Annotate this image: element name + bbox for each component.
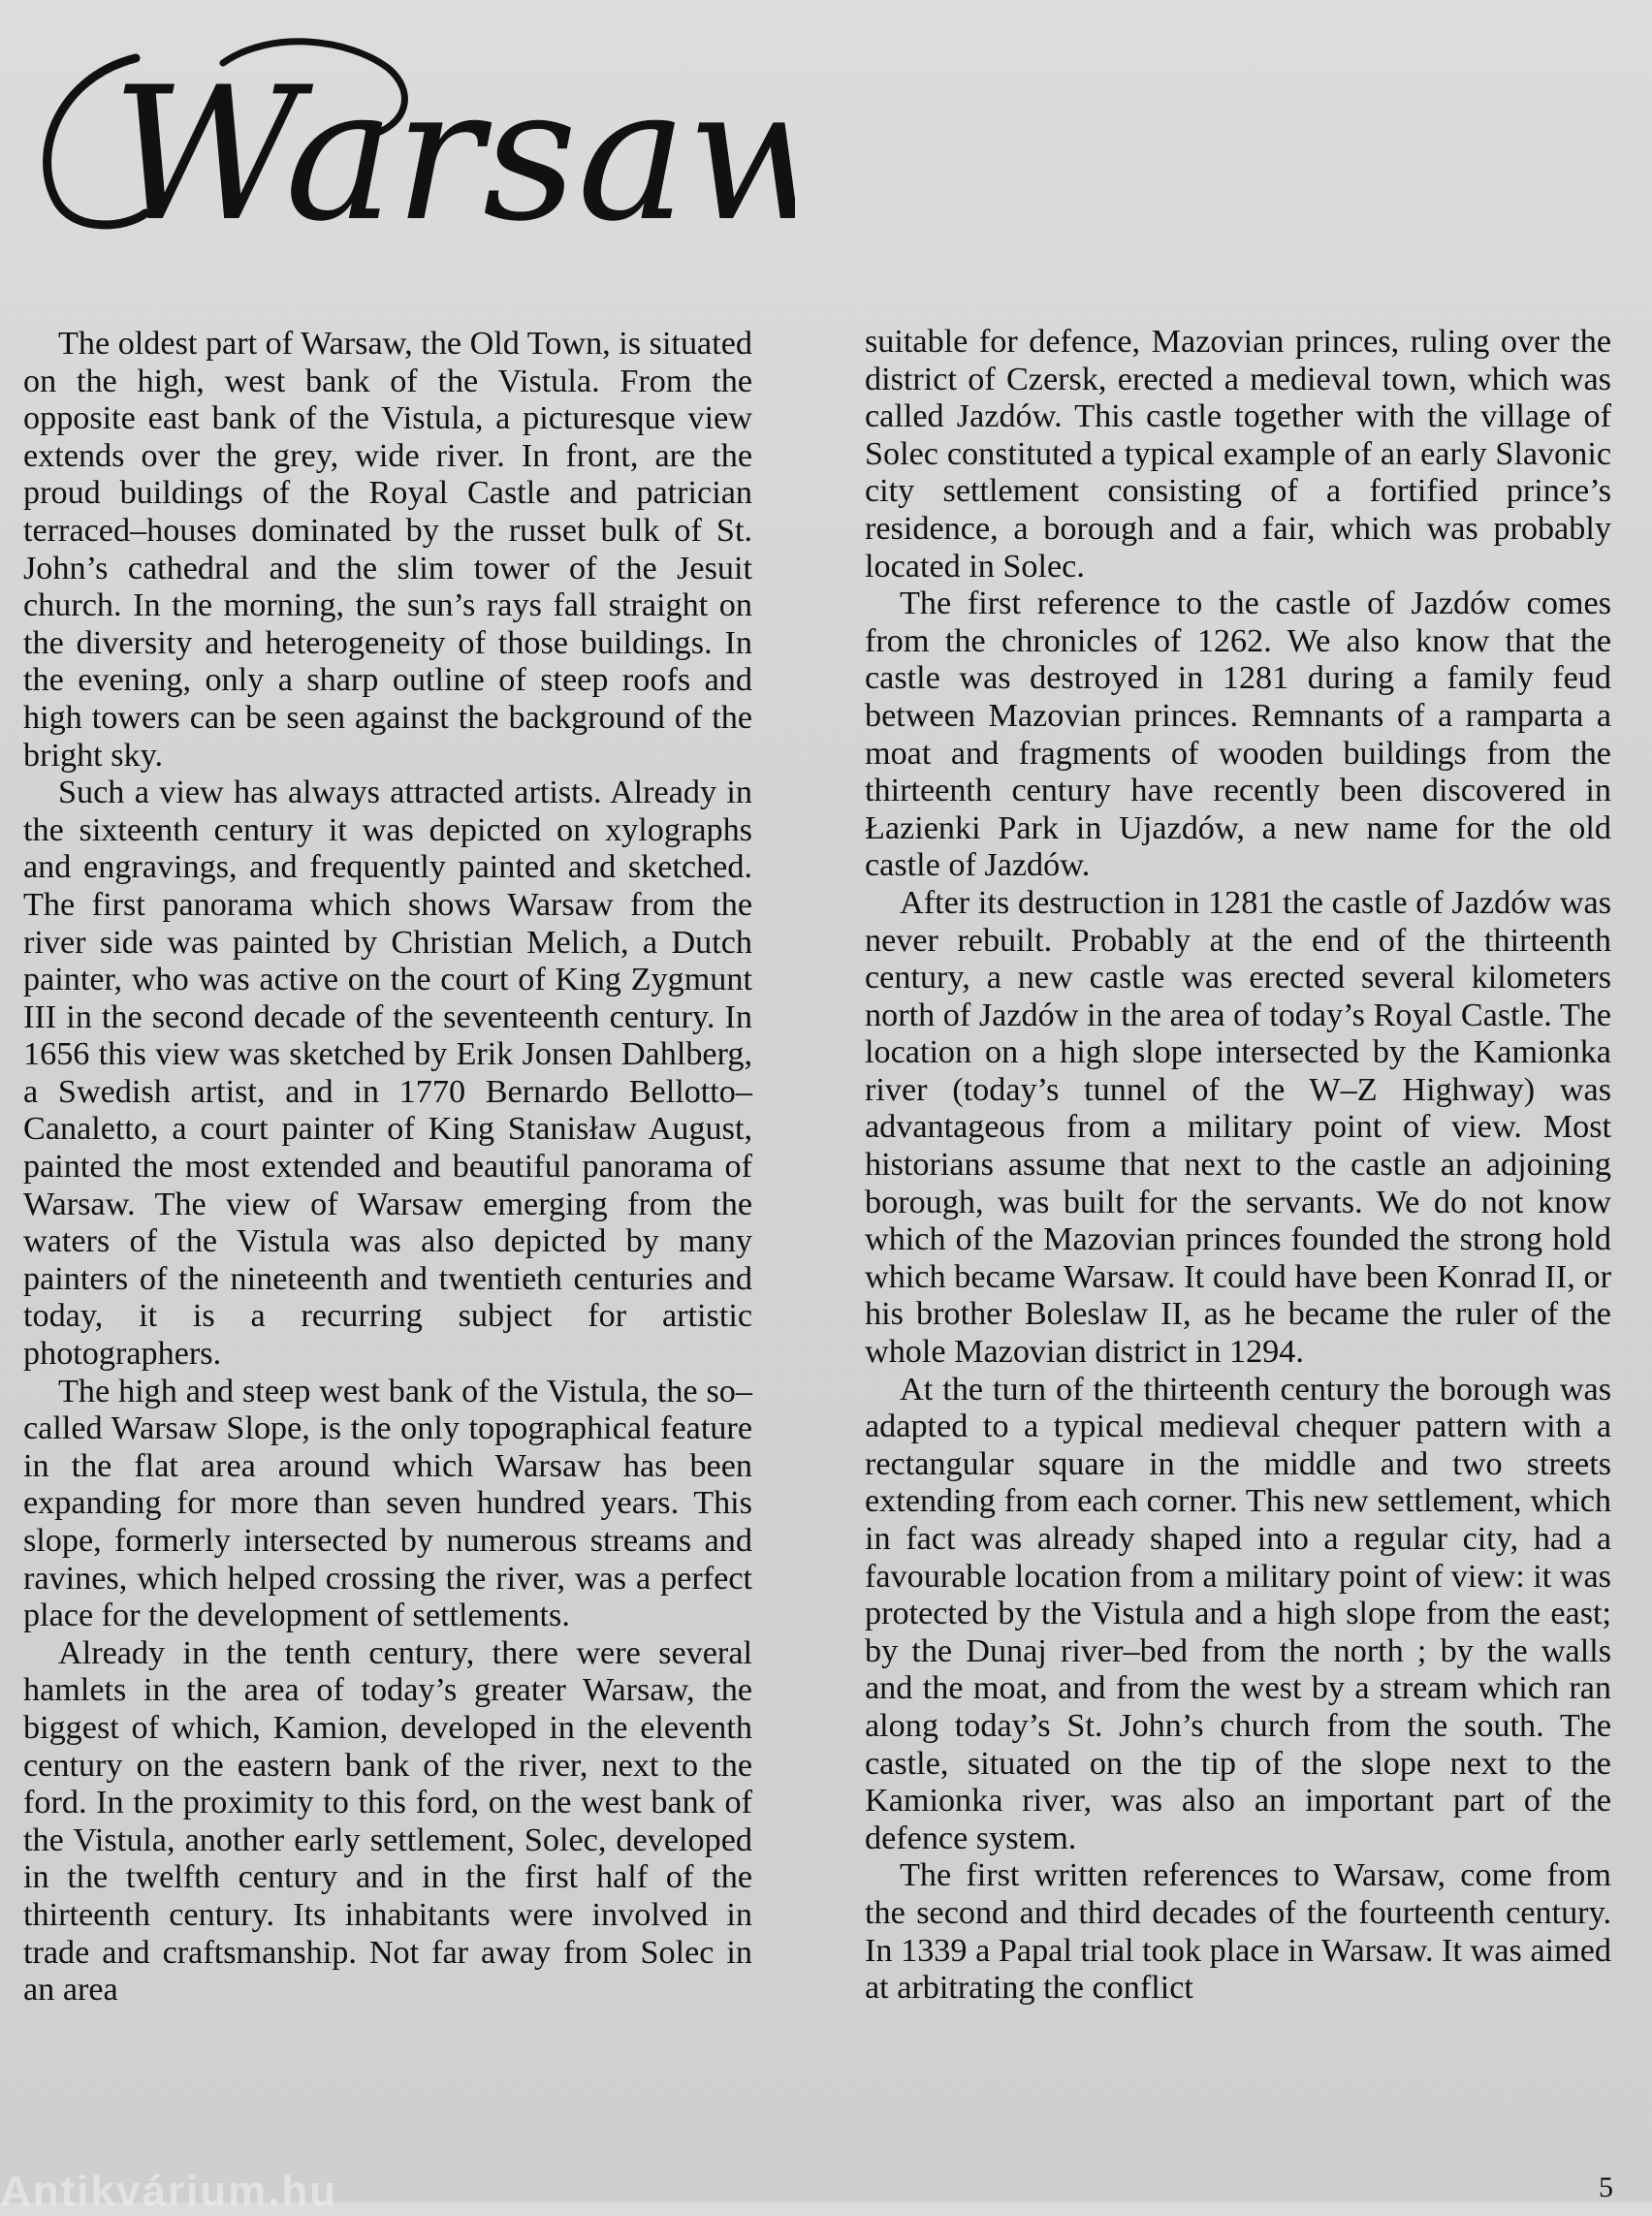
page-number: 5 <box>1599 2171 1613 2203</box>
paragraph: Already in the tenth century, there were several hamlets in the area of today’s greater Warsaw, the biggest of which, Kamion, developed in the eleventh century on the eastern bank of the river, next to the ford. In the proximity to this ford, on the west bank of the Vistula, another early settlement, Solec, developed in the twelfth century and in the first half of the thirteenth century. Its inhabitants were involved in trade and craftsmanship. Not far away from Solec in an area <box>23 1634 752 2009</box>
title-calligraphy <box>19 19 795 242</box>
left-column <box>23 326 752 2010</box>
title-text: Warsaw <box>111 47 795 242</box>
paragraph: The oldest part of Warsaw, the Old Town, is situated on the high, west bank of the Vistula. From the opposite east bank of the Vistula, a picturesque view extends over the grey, wide river. In front, are the proud buildings of the Royal Castle and patrician terraced–houses dominated by the russet bulk of St. John’s cathedral and the slim tower of the Jesuit church. In the morning, the sun’s rays fall straight on the diversity and heterogeneity of those buildings. In the evening, only a sharp outline of steep roofs and high towers can be seen against the background of the bright sky. <box>23 326 752 774</box>
paragraph: After its destruction in 1281 the castle of Jazdów was never rebuilt. Probably at the end of the thirteenth century, a new castle was erected several kilometers north of Jazdów in the area of today’s Royal Castle. The location on a high slope intersected by the Kamionka river (today’s tunnel of the W–Z Highway) was advantageous from a military point of view. Most historians assume that next to the castle an adjoining borough, was built for the servants. We do not know which of the Mazovian princes founded the strong hold which became Warsaw. It could have been Konrad II, or his brother Boleslaw II, as he became the ruler of the whole Mazovian district in 1294. <box>865 884 1611 1371</box>
paragraph: At the turn of the thirteenth century the borough was adapted to a typical medieval chequer pattern with a rectangular square in the middle and two streets extending from each corner. This new settlement, which in fact was already shaped into a regular city, had a favourable location from a military point of view: it was protected by the Vistula and a high slope from the east; by the Dunaj river–bed from the north ; by the walls and the moat, and from the west by a stream which ran along today’s St. John’s church from the south. The castle, situated on the tip of the slope next to the Kamionka river, was also an important part of the defence system. <box>865 1371 1611 1856</box>
watermark: Antikvárium.hu <box>0 2168 338 2215</box>
paragraph: The high and steep west bank of the Vistula, the so–called Warsaw Slope, is the only topographical feature in the flat area around which Warsaw has been expanding for more than seven hundred years. This slope, formerly intersected by numerous streams and ravines, which helped crossing the river, was a perfect place for the development of settlements. <box>23 1373 752 1634</box>
paragraph: The first written references to Warsaw, come from the second and third decades of the fourteenth century. In 1339 a Papal trial took place in Warsaw. It was aimed at arbitrating the conflict <box>865 1857 1611 2007</box>
paragraph: Such a view has always attracted artists. Already in the sixteenth century it was depicted on xylographs and engravings, and frequently painted and sketched. The first panorama which shows Warsaw from the river side was painted by Christian Melich, a Dutch painter, who was active on the court of King Zygmunt III in the second decade of the seventeenth century. In 1656 this view was sketched by Erik Jonsen Dahlberg, a Swedish artist, and in 1770 Bernardo Bellotto–Canaletto, a court painter of King Stanisław August, painted the most extended and beautiful panorama of Warsaw. The view of Warsaw emerging from the waters of the Vistula was also depicted by many painters of the nineteenth and twentieth centuries and today, it is a recurring subject for artistic photographers. <box>23 775 752 1373</box>
page-title <box>19 19 795 242</box>
paragraph: suitable for defence, Mazovian princes, ruling over the district of Czersk, erected a medieval town, which was called Jazdów. This castle together with the village of Solec constituted a typical example of an early Slavonic city settlement consisting of a fortified prince’s residence, a borough and a fair, which was probably located in Solec. <box>865 324 1611 585</box>
right-column <box>865 324 1611 2008</box>
paragraph: The first reference to the castle of Jazdów comes from the chronicles of 1262. We also know that the castle was destroyed in 1281 during a family feud between Mazovian princes. Remnants of a ramparta a moat and fragments of wooden buildings from the thirteenth century have recently been discovered in Łazienki Park in Ujazdów, a new name for the old castle of Jazdów. <box>865 586 1611 884</box>
